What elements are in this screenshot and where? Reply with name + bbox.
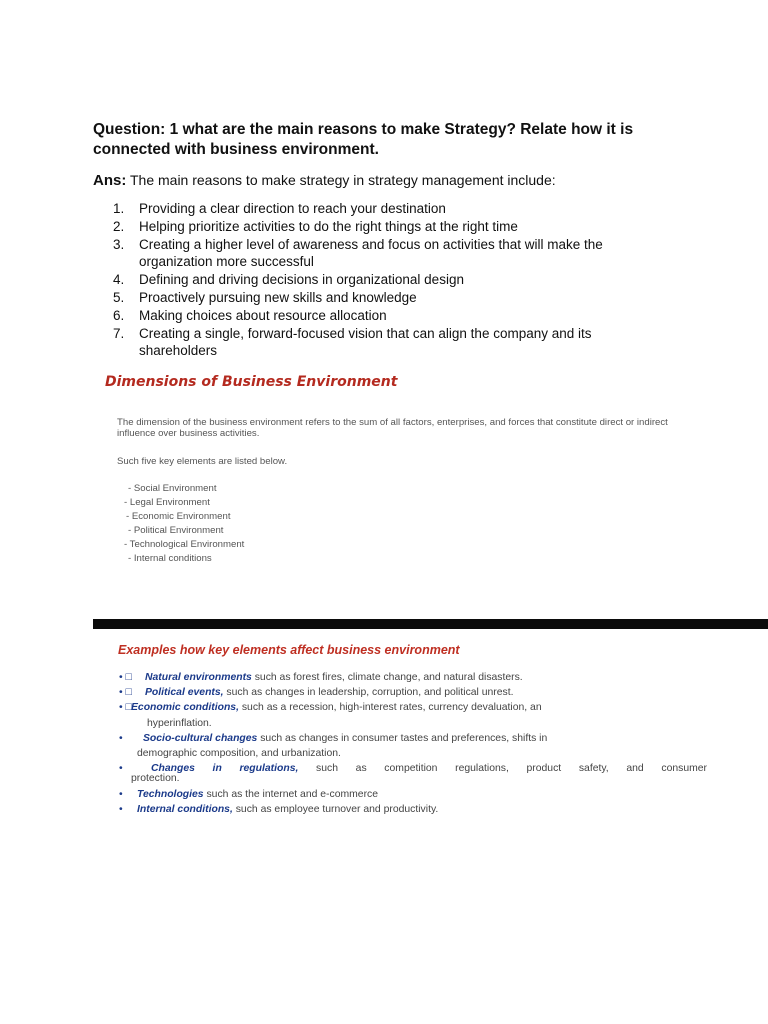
list-item [93, 218, 653, 236]
list-item [93, 307, 653, 325]
list-item: - Economic Environment [126, 511, 231, 522]
item-number: 1. [113, 201, 125, 216]
answer-label: Ans: [93, 172, 127, 189]
list-item [93, 200, 653, 218]
list-item [117, 685, 707, 700]
item-text: Proactively pursuing new skills and knowledge [139, 289, 417, 305]
answer-intro [93, 172, 556, 189]
answer-intro-text: The main reasons to make strategy in strategy management include: [129, 172, 556, 188]
list-item: - Political Environment [128, 525, 224, 536]
list-item: - Social Environment [128, 483, 217, 494]
list-item [117, 670, 707, 685]
list-item [93, 236, 653, 272]
example-term: Changes in regulations, [151, 763, 299, 775]
bullet-icon: • □ [119, 702, 132, 714]
bullet-icon: • [119, 788, 123, 800]
list-item [93, 325, 653, 361]
item-text: Creating a single, forward-focused vision that can align the company and its shareholders [139, 325, 592, 359]
example-term: Political events, [145, 687, 224, 699]
item-number: 7. [113, 325, 125, 341]
question-heading: Question: 1 what are the main reasons to make Strategy? Relate how it is connected with business environment. [93, 121, 634, 158]
reasons-list [93, 200, 653, 360]
example-text: such as employee turnover and productivity. [232, 803, 439, 815]
example-text: such as the internet and e-commerce [203, 788, 379, 800]
item-number: 2. [113, 218, 125, 234]
example-text: such as competition regulations, product safety, and consumer [298, 763, 707, 775]
example-term: Socio-cultural changes [143, 732, 258, 744]
list-item [93, 289, 653, 307]
bullet-icon: • □ [119, 687, 132, 699]
item-text: Helping prioritize activities to do the right things at the right time [139, 218, 518, 234]
list-item [117, 731, 707, 761]
examples-title: Examples how key elements affect business environment [118, 643, 460, 657]
example-text-continued: protection. [131, 773, 180, 785]
bullet-icon: • [119, 803, 123, 815]
bullet-icon: • □ [119, 672, 132, 683]
example-text: such as forest fires, climate change, and natural disasters. [251, 672, 523, 683]
list-item [117, 802, 707, 817]
item-number: 3. [113, 236, 125, 252]
example-term: Natural environments [145, 672, 252, 683]
list-item [117, 761, 707, 786]
list-item: - Internal conditions [128, 553, 212, 564]
section-divider-bar [93, 619, 768, 629]
list-item [117, 787, 707, 802]
item-text: Creating a higher level of awareness and focus on activities that will make the organization more successful [139, 236, 603, 270]
example-text-continued: demographic composition, and urbanization. [137, 748, 341, 760]
example-text-continued: hyperinflation. [147, 717, 212, 729]
example-term: Technologies [137, 788, 204, 800]
bullet-icon: • [119, 763, 123, 775]
dimensions-list [124, 482, 244, 566]
example-text: such as changes in consumer tastes and preferences, shifts in [257, 732, 548, 744]
item-number: 4. [113, 272, 125, 288]
list-item [93, 271, 653, 289]
dimensions-intro: Such five key elements are listed below. [117, 456, 288, 467]
example-text: such as changes in leadership, corruption, and political unrest. [223, 687, 514, 699]
example-term: Economic conditions, [131, 702, 239, 714]
list-item: - Technological Environment [124, 539, 245, 550]
item-text: Making choices about resource allocation [139, 307, 387, 323]
example-term: Internal conditions, [137, 803, 233, 815]
item-text: Defining and driving decisions in organizational design [139, 272, 464, 288]
item-number: 6. [113, 307, 125, 323]
item-number: 5. [113, 289, 125, 305]
dimensions-description: The dimension of the business environment refers to the sum of all factors, enterprises, and forces that constitute direct or indirect influence over business activities. [117, 417, 668, 439]
dimensions-title: Dimensions of Business Environment [105, 374, 398, 390]
example-text: such as a recession, high-interest rates, currency devaluation, an [238, 702, 542, 714]
item-text: Providing a clear direction to reach your destination [139, 201, 446, 216]
list-item: - Legal Environment [124, 497, 210, 508]
list-item [117, 700, 707, 730]
examples-list [117, 670, 707, 817]
bullet-icon: • [119, 732, 123, 744]
